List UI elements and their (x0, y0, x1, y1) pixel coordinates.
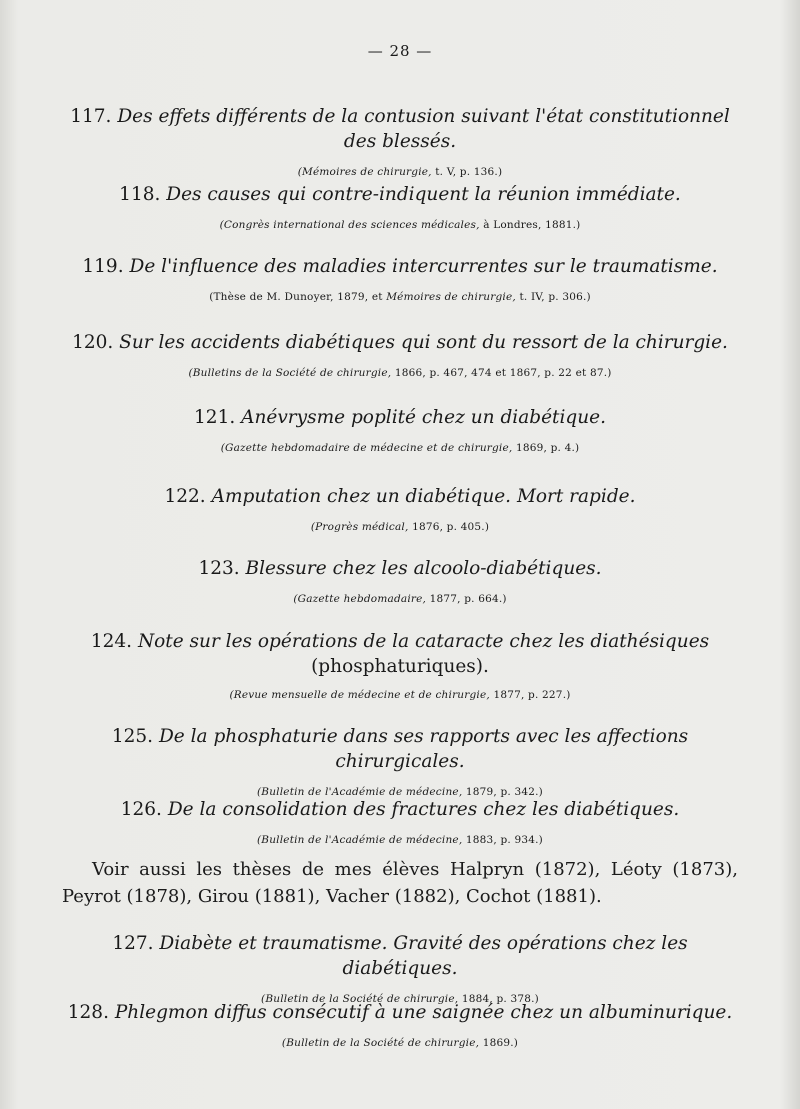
bibliography-entry-119 (60, 254, 740, 303)
entry-source: (Bulletin de l'Académie de médecine, 1879, p. 342.) (257, 786, 543, 798)
bibliography-entry-126 (60, 797, 740, 846)
entry-title: 118. Des causes qui contre-indiquent la réunion immédiate. (119, 184, 681, 205)
bibliography-entry-118 (60, 182, 740, 231)
entry-title: 120. Sur les accidents diabétiques qui sont du ressort de la chirurgie. (72, 332, 728, 353)
entry-source: (Congrès international des sciences médicales, à Londres, 1881.) (219, 219, 581, 231)
bibliography-entry-123 (60, 556, 740, 605)
entry-source: (Bulletin de la Société de chirurgie, 1884, p. 378.) (261, 993, 539, 1005)
bibliography-entry-117 (60, 104, 740, 178)
entry-source: (Mémoires de chirurgie, t. V, p. 136.) (297, 166, 503, 178)
entry-title: 117. Des effets différents de la contusion suivant l'état constitutionnel des blessés. (70, 106, 730, 152)
entry-source: (Bulletins de la Société de chirurgie, 1866, p. 467, 474 et 1867, p. 22 et 87.) (188, 367, 612, 379)
entry-title-continued: (phosphaturiques). (311, 656, 489, 677)
entry-title: 127. Diabète et traumatisme. Gravité des opérations chez les diabétiques. (112, 933, 688, 979)
entry-source: (Revue mensuelle de médecine et de chirurgie, 1877, p. 227.) (229, 689, 571, 701)
bibliography-entry-122 (60, 484, 740, 533)
bibliography-entry-128 (60, 1000, 740, 1049)
entry-source: (Bulletin de la Société de chirurgie, 1869.) (281, 1037, 519, 1049)
entry-source: (Gazette hebdomadaire de médecine et de chirurgie, 1869, p. 4.) (220, 442, 580, 454)
bibliography-entry-121 (60, 405, 740, 454)
entry-title: 128. Phlegmon diffus consécutif à une saignée chez un albuminurique. (67, 1002, 733, 1023)
entry-title: 123. Blessure chez les alcoolo-diabétiques. (198, 558, 602, 579)
bibliography-entry-124 (60, 629, 740, 701)
entry-source: (Bulletin de l'Académie de médecine, 1883, p. 934.) (257, 834, 543, 846)
entry-title: 119. De l'influence des maladies intercurrentes sur le traumatisme. (82, 256, 718, 277)
bibliography-entry-120 (60, 330, 740, 379)
entry-title: 122. Amputation chez un diabétique. Mort rapide. (164, 486, 636, 507)
bibliography-entry-127 (60, 931, 740, 1005)
bibliography-entry-125 (60, 724, 740, 798)
see-also-note: Voir aussi les thèses de mes élèves Halpryn (1872), Léoty (1873), Peyrot (1878), Girou (1881), Vacher (1882), Cochot (1881). (62, 859, 738, 907)
entry-title: 121. Anévrysme poplité chez un diabétique. (194, 407, 606, 428)
entry-title: 124. Note sur les opérations de la cataracte chez les diathésiques (phosphaturiques). (90, 631, 710, 677)
page-number: — 28 — (367, 42, 433, 60)
entry-source: (Progrès médical, 1876, p. 405.) (310, 521, 490, 533)
entry-source: (Thèse de M. Dunoyer, 1879, et Mémoires de chirurgie, t. IV, p. 306.) (209, 291, 591, 303)
entry-source: (Gazette hebdomadaire, 1877, p. 664.) (293, 593, 507, 605)
entry-title: 125. De la phosphaturie dans ses rapports avec les affections chirurgicales. (111, 726, 689, 772)
entry-title: 126. De la consolidation des fractures chez les diabétiques. (120, 799, 680, 820)
